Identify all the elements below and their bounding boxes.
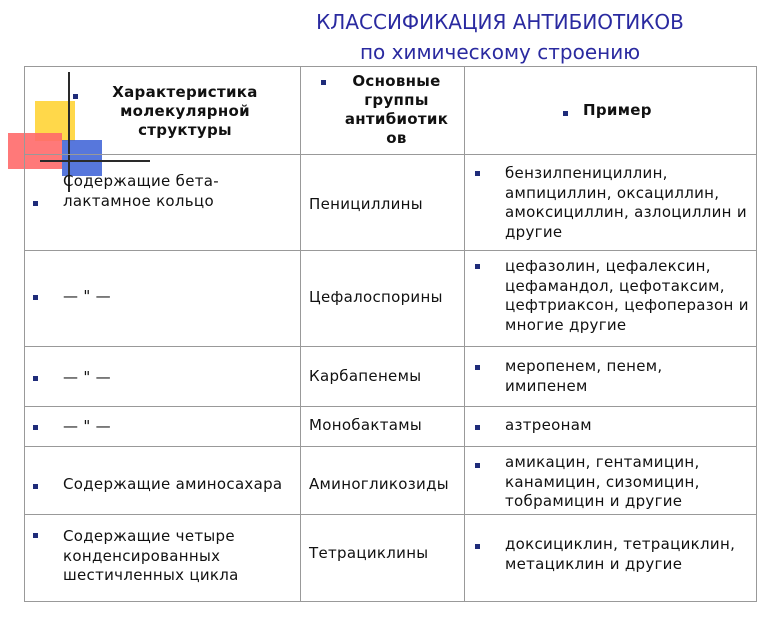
cell-structure <box>25 251 301 347</box>
cell-structure <box>25 407 301 447</box>
table-row <box>25 447 757 515</box>
cell-example <box>465 447 757 515</box>
example-text: азтреонам <box>505 416 592 434</box>
bullet-icon <box>33 295 38 300</box>
header-example: Пример <box>583 101 652 119</box>
bullet-icon <box>321 80 326 85</box>
header-group: Основные группы антибиотик ов <box>344 72 449 147</box>
header-cell-example <box>465 67 757 155</box>
cell-example <box>465 515 757 602</box>
group-text: Карбапенемы <box>309 367 422 385</box>
bullet-icon <box>475 544 480 549</box>
structure-text: — " — <box>63 287 111 305</box>
header-cell-group <box>301 67 465 155</box>
structure-text: — " — <box>63 368 111 386</box>
cell-structure <box>25 155 301 251</box>
bullet-icon <box>475 463 480 468</box>
table-row <box>25 251 757 347</box>
antibiotics-table <box>24 66 757 602</box>
table-row <box>25 515 757 602</box>
cell-structure <box>25 515 301 602</box>
example-text: меропенем, пенем, имипенем <box>505 357 663 395</box>
structure-text: Содержащие бета-лактамное кольцо <box>63 172 219 210</box>
bullet-icon <box>33 533 38 538</box>
cell-group <box>301 347 465 407</box>
group-text: Аминогликозиды <box>309 475 449 493</box>
header-cell-structure <box>25 67 301 155</box>
cell-group <box>301 155 465 251</box>
page-title: КЛАССИФИКАЦИЯ АНТИБИОТИКОВ <box>316 10 684 34</box>
cell-example <box>465 407 757 447</box>
cell-example <box>465 251 757 347</box>
example-text: доксициклин, тетрациклин, метациклин и другие <box>505 535 736 573</box>
cell-structure <box>25 447 301 515</box>
bullet-icon <box>33 201 38 206</box>
example-text: цефазолин, цефалексин, цефамандол, цефотаксим, цефтриаксон, цефоперазон и многие другие <box>505 257 749 334</box>
table-row <box>25 347 757 407</box>
table-row <box>25 407 757 447</box>
group-text: Тетрациклины <box>309 544 429 562</box>
bullet-icon <box>73 94 78 99</box>
cell-example <box>465 155 757 251</box>
cell-group <box>301 251 465 347</box>
bullet-icon <box>475 171 480 176</box>
structure-text: Содержащие аминосахара <box>63 475 283 493</box>
bullet-icon <box>475 365 480 370</box>
structure-text: Содержащие четыре конденсированных шестичленных цикла <box>63 527 239 584</box>
cell-structure <box>25 347 301 407</box>
group-text: Пенициллины <box>309 195 423 213</box>
group-text: Монобактамы <box>309 416 422 434</box>
bullet-icon <box>563 111 568 116</box>
bullet-icon <box>475 264 480 269</box>
bullet-icon <box>33 425 38 430</box>
example-text: амикацин, гентамицин, канамицин, сизомицин, тобрамицин и другие <box>505 453 700 510</box>
structure-text: — " — <box>63 417 111 435</box>
bullet-icon <box>33 484 38 489</box>
example-text: бензилпенициллин, ампициллин, оксациллин, амоксициллин, азлоциллин и другие <box>505 164 747 241</box>
header-structure: Характеристика молекулярной структуры <box>112 83 258 139</box>
page-subtitle: по химическому строению <box>359 40 641 64</box>
cell-example <box>465 347 757 407</box>
cell-group <box>301 447 465 515</box>
table-row <box>25 155 757 251</box>
cell-group <box>301 515 465 602</box>
bullet-icon <box>33 376 38 381</box>
table-header-row <box>25 67 757 155</box>
bullet-icon <box>475 425 480 430</box>
group-text: Цефалоспорины <box>309 288 443 306</box>
cell-group <box>301 407 465 447</box>
